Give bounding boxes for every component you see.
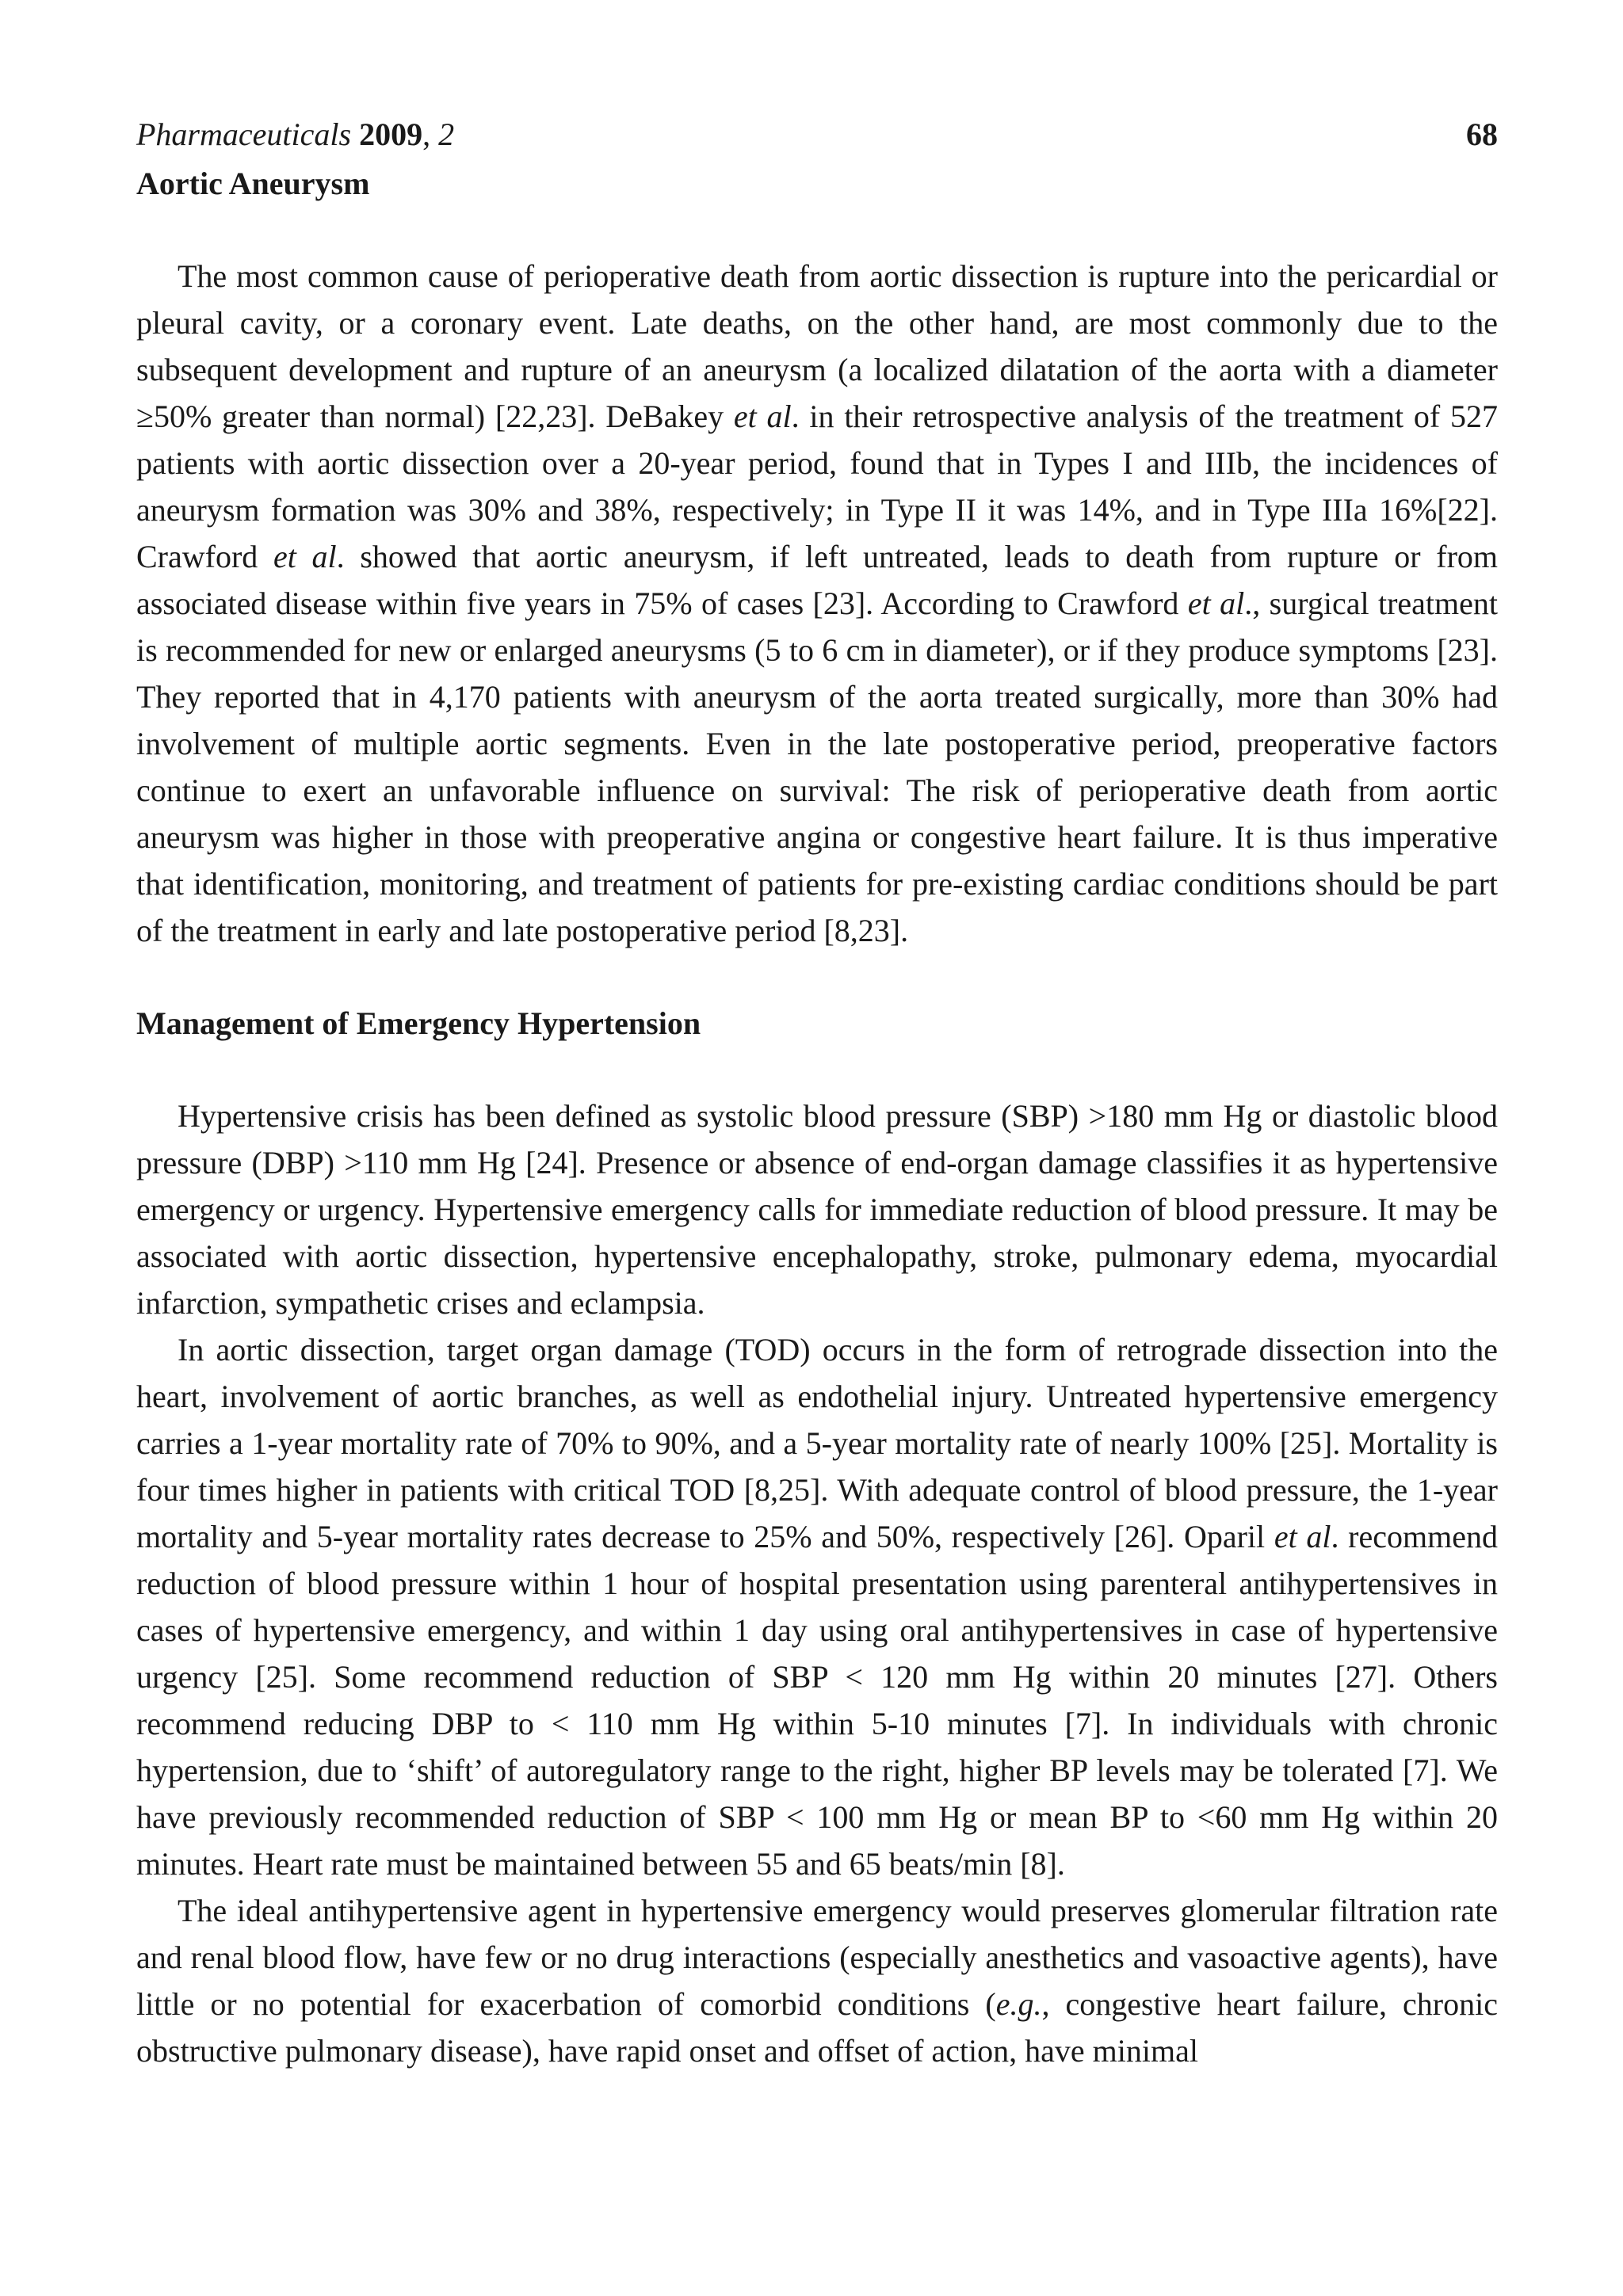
paragraph: The most common cause of perioperative death from aortic dissection is rupture into the pericardial or pleural cavity, or a coronary event. Late deaths, on the other hand, are most commonly due to the subsequent development and rupture of an aneurysm (a localized dilatation of the aorta with a diameter ≥50% greater than normal) [22,23]. DeBakey et al. in their retrospective analysis of the treatment of 527 patients with aortic dissection over a 20-year period, found that in Types I and IIIb, the incidences of aneurysm formation was 30% and 38%, respectively; in Type II it was 14%, and in Type IIIa 16%[22]. Crawford et al. showed that aortic aneurysm, if left untreated, leads to death from rupture or from associated disease within five years in 75% of cases [23]. According to Crawford et al., surgical treatment is recommended for new or enlarged aneurysms (5 to 6 cm in diameter), or if they produce symptoms [23]. They reported that in 4,170 patients with aneurysm of the aorta treated surgically, more than 30% had involvement of multiple aortic segments. Even in the late postoperative period, preoperative factors continue to exert an unfavorable influence on survival: The risk of perioperative death from aortic aneurysm was higher in those with preoperative angina or congestive heart failure. It is thus imperative that identification, monitoring, and treatment of patients for pre-existing cardiac conditions should be part of the treatment in early and late postoperative period [8,23]. — [136, 258, 1499, 948]
section-body-aortic-aneurysm — [136, 253, 1498, 954]
section-title-emergency-hypertension: Management of Emergency Hypertension — [136, 1005, 701, 1041]
journal-volume: 2 — [438, 116, 455, 152]
running-header — [136, 109, 1498, 160]
page-number: 68 — [1466, 116, 1498, 152]
journal-year: 2009 — [359, 116, 423, 152]
paragraph: Hypertensive crisis has been defined as systolic blood pressure (SBP) >180 mm Hg or diastolic blood pressure (DBP) >110 mm Hg [24]. Presence or absence of end-organ damage classifies it as hypertensive emergency or urgency. Hypertensive emergency calls for immediate reduction of blood pressure. It may be associated with aortic dissection, hypertensive encephalopathy, stroke, pulmonary edema, myocardial infarction, sympathetic crises and eclampsia. — [136, 1098, 1498, 1321]
paragraph: The ideal antihypertensive agent in hypertensive emergency would preserves glomerular filtration rate and renal blood flow, have few or no drug interactions (especially anesthetics and vasoactive agents), have little or no potential for exacerbation of comorbid conditions (e.g., congestive heart failure, chronic obstructive pulmonary disease), have rapid onset and offset of action, have minimal — [136, 1893, 1498, 2069]
journal-name: Pharmaceuticals — [136, 116, 352, 152]
paper-page — [136, 109, 1498, 2074]
citation-comma: , — [422, 116, 439, 152]
journal-citation — [136, 109, 454, 160]
paragraph: In aortic dissection, target organ damage (TOD) occurs in the form of retrograde dissection into the heart, involvement of aortic branches, as well as endothelial injury. Untreated hypertensive emergency carries a 1-year mortality rate of 70% to 90%, and a 5-year mortality rate of nearly 100% [25]. Mortality is four times higher in patients with critical TOD [8,25]. With adequate control of blood pressure, the 1-year mortality and 5-year mortality rates decrease to 25% and 50%, respectively [26]. Oparil et al. recommend reduction of blood pressure within 1 hour of hospital presentation using parenteral antihypertensives in cases of hypertensive emergency, and within 1 day using oral antihypertensives in case of hypertensive urgency [25]. Some recommend reduction of SBP < 120 mm Hg within 20 minutes [27]. Others recommend reducing DBP to < 110 mm Hg within 5-10 minutes [7]. In individuals with chronic hypertension, due to ‘shift’ of autoregulatory range to the right, higher BP levels may be tolerated [7]. We have previously recommended reduction of SBP < 100 mm Hg or mean BP to <60 mm Hg within 20 minutes. Heart rate must be maintained between 55 and 65 beats/min [8]. — [136, 1332, 1498, 1882]
section-title-aortic-aneurysm: Aortic Aneurysm — [136, 166, 370, 201]
section-body-emergency-hypertension — [136, 1093, 1498, 2074]
